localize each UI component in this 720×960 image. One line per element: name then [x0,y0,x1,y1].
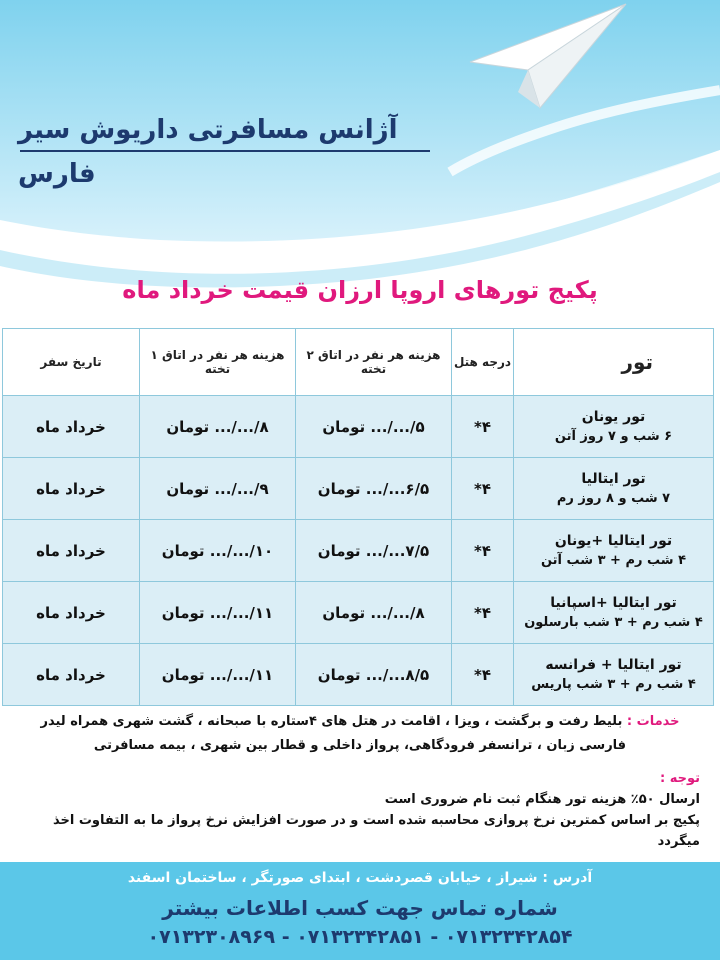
package-title: پکیج تورهای اروپا ارزان قیمت خرداد ماه [122,276,598,304]
header-double-room-cost: هزینه هر نفر در اتاق ۲ تخته [296,329,452,396]
double-room-price: ۸/۵.../... تومان [296,644,452,706]
single-room-price: ۸/.../... تومان [140,396,296,458]
services-text: بلیط رفت و برگشت ، ویزا ، اقامت در هتل های ۴ستاره با صبحانه ، گشت شهری همراه لیدر فارسی زبان ، ترانسفر فرودگاهی، پرواز داخلی و قطار بین شهری ، بیمه مسافرتی [40,714,627,753]
tours-table [2,328,714,706]
table-row [3,644,714,706]
tour-detail: ۷ شب و ۸ روز رم [556,490,671,506]
tour-name: تور ایتالیا [581,470,646,487]
table-row [3,582,714,644]
notes-label: توجه : [659,771,700,786]
hotel-stars: ۴* [452,520,514,582]
tour-cell [514,582,714,644]
single-room-price: ۱۰/.../... تومان [140,520,296,582]
tour-name: تور ایتالیا +اسپانیا [550,594,677,611]
services-section [20,710,700,758]
notes-section [20,768,700,852]
table-header-row [3,329,714,396]
footer-address: آدرس : شیراز ، خیابان قصردشت ، ابتدای صورتگر ، ساختمان اسفند [127,870,593,886]
tour-detail: ۶ شب و ۷ روز آتن [554,428,673,444]
tour-detail: ۴ شب رم + ۳ شب پاریس [531,676,696,692]
header-travel-date: تاریخ سفر [3,329,140,396]
hotel-stars: ۴* [452,458,514,520]
services-label: خدمات : [626,714,680,729]
tour-name: تور ایتالیا + فرانسه [545,656,682,673]
hotel-stars: ۴* [452,582,514,644]
tour-cell [514,458,714,520]
travel-date: خرداد ماه [3,582,140,644]
double-room-price: ۵/.../... تومان [296,396,452,458]
hotel-stars: ۴* [452,644,514,706]
header-hotel-grade: درجه هتل [452,329,514,396]
footer-contact-label: شماره تماس جهت کسب اطلاعات بیشتر [162,896,558,920]
tour-cell [514,644,714,706]
table-row [3,520,714,582]
header-tour: تور [514,329,714,396]
notes-line-deposit: ارسال ۵۰٪ هزینه تور هنگام ثبت نام ضروری است [384,792,700,807]
travel-date: خرداد ماه [3,396,140,458]
tour-name: تور ایتالیا +یونان [554,532,673,549]
hotel-stars: ۴* [452,396,514,458]
double-room-price: ۷/۵.../... تومان [296,520,452,582]
tour-cell [514,396,714,458]
footer-phone-numbers: ۰۷۱۳۲۳۴۲۸۵۴ - ۰۷۱۳۲۳۴۲۸۵۱ - ۰۷۱۳۲۳۰۸۹۶۹ [147,926,573,948]
tour-detail: ۴ شب رم + ۳ شب آتن [540,552,687,568]
travel-date: خرداد ماه [3,458,140,520]
travel-date: خرداد ماه [3,644,140,706]
tour-detail: ۴ شب رم + ۳ شب بارسلون [524,614,703,630]
single-room-price: ۹/.../... تومان [140,458,296,520]
travel-date: خرداد ماه [3,520,140,582]
single-room-price: ۱۱/.../... تومان [140,582,296,644]
double-room-price: ۸/.../... تومان [296,582,452,644]
tour-name: تور یونان [581,408,646,425]
agency-underline [20,150,430,152]
table-row [3,458,714,520]
table-row [3,396,714,458]
double-room-price: ۶/۵.../... تومان [296,458,452,520]
tour-cell [514,520,714,582]
notes-line-airfare: پکیج بر اساس کمترین نرخ پروازی محاسبه شده است و در صورت افزایش نرخ پرواز ما به التفاوت اخذ میگردد [53,813,700,849]
agency-name: آژانس مسافرتی داریوش سیر فارس [18,115,398,189]
header-single-room-cost: هزینه هر نفر در اتاق ۱ تخته [140,329,296,396]
single-room-price: ۱۱/.../... تومان [140,644,296,706]
